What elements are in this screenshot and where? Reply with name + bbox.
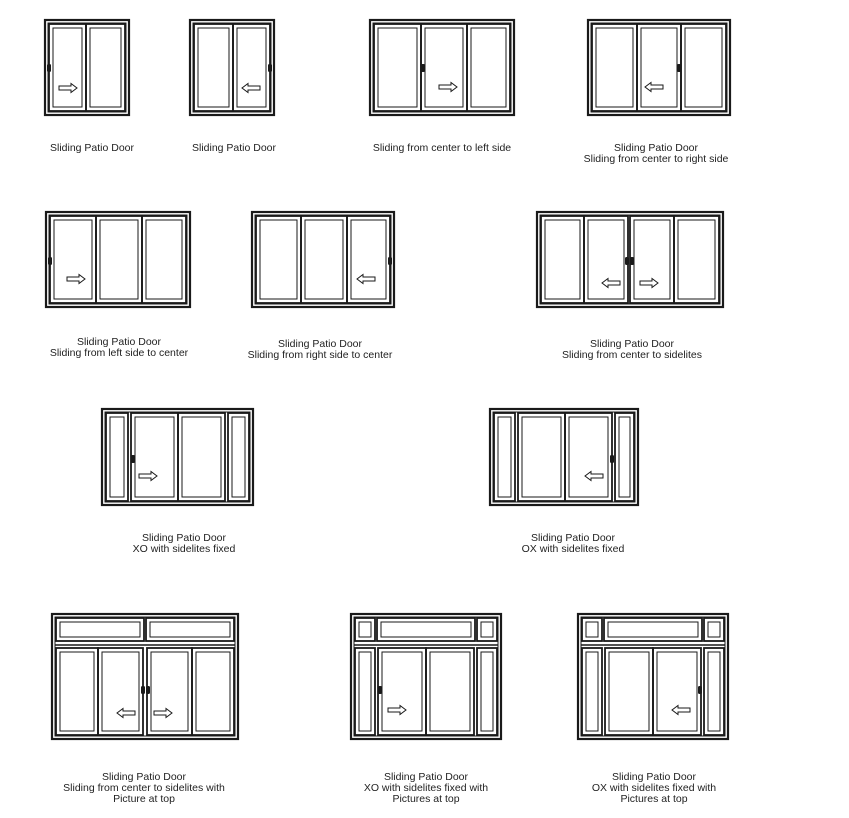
glass-pane [150,622,230,637]
door-panel [301,216,347,303]
door-panel [233,24,270,111]
glass-pane [60,652,94,731]
glass-pane [619,417,630,497]
transom-panel [146,618,234,641]
door-panel [615,413,634,501]
arrow-right-icon [640,279,658,288]
glass-pane [498,417,511,497]
handle-icon [48,257,52,265]
door-panel [106,413,128,501]
glass-pane [198,28,229,107]
glass-pane [54,220,92,299]
caption-d8 [133,533,236,555]
caption-line: Sliding Patio Door [530,532,616,544]
door-panel [681,24,726,111]
door-panel [630,216,674,303]
door-panel [355,648,375,735]
door-panel [378,648,426,735]
door-frame-inner [373,23,511,112]
transom-panel [377,618,475,641]
glass-pane [685,28,722,107]
door-panel [96,216,142,303]
glass-pane [657,652,697,731]
handle-icon [47,64,51,72]
glass-pane [90,28,121,107]
caption-line: Sliding Patio Door [589,338,675,350]
handle-icon [610,455,614,463]
glass-pane [378,28,417,107]
handle-icon [630,257,634,265]
caption-line: Picture at top [113,793,175,805]
handle-icon [388,257,392,265]
door-frame-inner [55,617,235,736]
transom-panel [477,618,497,641]
door-d2 [190,20,274,115]
glass-pane [135,417,174,497]
door-d4 [588,20,730,115]
transom-panel [604,618,702,641]
caption-line: Sliding from center to sidelites [561,349,703,361]
glass-pane [609,652,649,731]
caption-line: Pictures at top [620,793,688,805]
caption-line: Sliding Patio Door [277,338,363,350]
handle-icon [698,686,702,694]
arrow-left-icon [602,279,620,288]
caption-line: Sliding from center to sidelites with [63,782,225,794]
caption-d3 [373,143,511,154]
caption-d10 [63,772,225,805]
glass-pane [359,622,371,637]
door-panel [86,24,125,111]
caption-d12 [592,772,716,805]
caption-d5 [50,337,188,359]
glass-pane [382,652,422,731]
door-panel [565,413,612,501]
door-d8 [102,409,253,505]
door-frame [252,212,394,307]
caption-line: Sliding from center to left side [372,142,512,154]
caption-d6 [248,339,393,361]
glass-pane [588,220,624,299]
arrow-left-icon [242,84,260,93]
handle-icon [141,686,145,694]
caption-line: Pictures at top [392,793,460,805]
door-frame-inner [49,215,187,304]
door-panel [347,216,390,303]
door-panel [541,216,584,303]
arrow-right-icon [388,706,406,715]
glass-pane [430,652,470,731]
caption-line: Sliding Patio Door [383,771,469,783]
caption-line: Sliding Patio Door [101,771,187,783]
door-d5 [46,212,190,307]
arrow-left-icon [357,275,375,284]
arrow-right-icon [59,84,77,93]
glass-pane [586,622,598,637]
glass-pane [182,417,221,497]
caption-line: OX with sidelites fixed with [591,782,717,794]
door-panel [467,24,510,111]
glass-pane [100,220,138,299]
door-panel [228,413,249,501]
door-frame-inner [255,215,391,304]
caption-line: Sliding from right side to center [247,349,393,361]
glass-pane [596,28,633,107]
door-frame [190,20,274,115]
door-panel [584,216,628,303]
glass-pane [569,417,608,497]
door-frame [370,20,514,115]
arrow-left-icon [585,472,603,481]
door-panel [178,413,225,501]
caption-line: XO with sidelites fixed with [363,782,489,794]
arrow-right-icon [439,83,457,92]
caption-line: Sliding Patio Door [611,771,697,783]
glass-pane [481,652,493,731]
handle-icon [378,686,382,694]
door-panel [426,648,474,735]
door-panel [582,648,602,735]
glass-pane [110,417,124,497]
caption-line: Sliding Patio Door [613,142,699,154]
glass-pane [425,28,463,107]
caption-d1 [50,143,134,154]
caption-line: Sliding from center to right side [583,153,729,165]
caption-d2 [192,143,276,154]
door-frame-inner [591,23,727,112]
caption-d4 [584,143,729,165]
glass-pane [102,652,139,731]
glass-pane [522,417,561,497]
door-frame [46,212,190,307]
door-panel [56,648,98,735]
door-panel [194,24,233,111]
transom-panel [704,618,724,641]
handle-icon [268,64,272,72]
caption-line: OX with sidelites fixed [521,543,625,555]
door-panel [142,216,186,303]
caption-line: Sliding Patio Door [76,336,162,348]
door-d1 [45,20,129,115]
arrow-right-icon [139,472,157,481]
transom-panel [56,618,144,641]
door-panel [674,216,719,303]
caption-line: Sliding Patio Door [49,142,135,154]
caption-d9 [522,533,625,555]
glass-pane [381,622,471,637]
door-panel [49,24,86,111]
door-panel [98,648,143,735]
glass-pane [481,622,493,637]
door-d9 [490,409,638,505]
door-panel [374,24,421,111]
door-d10 [52,614,238,739]
glass-pane [471,28,506,107]
handle-icon [625,257,629,265]
glass-pane [586,652,598,731]
caption-line: Sliding Patio Door [141,532,227,544]
door-panel [147,648,192,735]
door-panel [518,413,565,501]
caption-line: XO with sidelites fixed [132,543,236,555]
glass-pane [678,220,715,299]
caption-d11 [364,772,488,805]
handle-icon [421,64,425,72]
door-panel [421,24,467,111]
handle-icon [677,64,681,72]
glass-pane [237,28,266,107]
transom-panel [355,618,375,641]
glass-pane [545,220,580,299]
door-frame [45,20,129,115]
glass-pane [708,652,720,731]
caption-line: Sliding from left side to center [49,347,189,359]
glass-pane [608,622,698,637]
door-panel [704,648,724,735]
handle-icon [146,686,150,694]
door-panel [131,413,178,501]
glass-pane [146,220,182,299]
arrow-left-icon [645,83,663,92]
glass-pane [151,652,188,731]
door-panel [192,648,234,735]
door-d12 [578,614,728,739]
arrow-right-icon [67,275,85,284]
door-frame-inner [48,23,126,112]
door-panel [592,24,637,111]
door-frame [588,20,730,115]
door-panel [50,216,96,303]
caption-line: Sliding Patio Door [191,142,277,154]
arrow-right-icon [154,709,172,718]
door-panel [477,648,497,735]
glass-pane [60,622,140,637]
door-panel [605,648,653,735]
glass-pane [351,220,386,299]
handle-icon [131,455,135,463]
door-frame-inner [193,23,271,112]
door-panel [494,413,515,501]
door-panel [256,216,301,303]
glass-pane [641,28,677,107]
arrow-left-icon [117,709,135,718]
door-d7 [537,212,723,307]
glass-pane [708,622,720,637]
arrow-left-icon [672,706,690,715]
door-frame [52,614,238,739]
door-d11 [351,614,501,739]
glass-pane [305,220,343,299]
glass-pane [53,28,82,107]
glass-pane [359,652,371,731]
door-panel [637,24,681,111]
door-d6 [252,212,394,307]
transom-panel [582,618,602,641]
caption-d7 [562,339,702,361]
glass-pane [260,220,297,299]
door-d3 [370,20,514,115]
door-panel [653,648,701,735]
glass-pane [232,417,245,497]
glass-pane [196,652,230,731]
